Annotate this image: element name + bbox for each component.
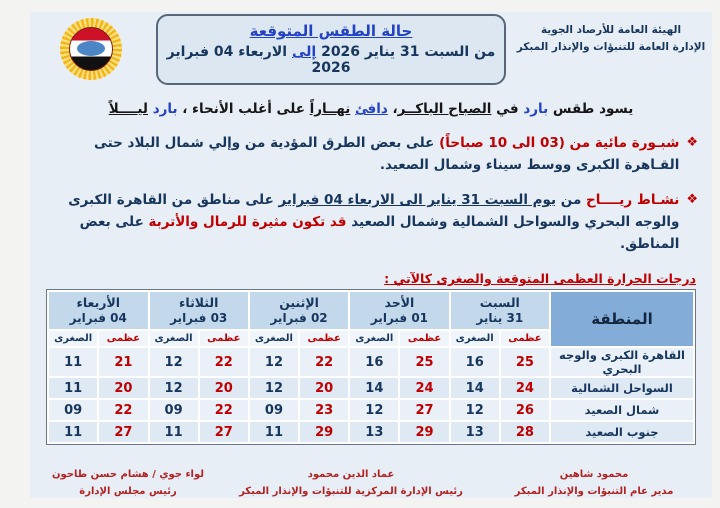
day-name: الأربعاء <box>76 295 121 311</box>
min-temp-cell: 14 <box>450 377 500 399</box>
max-label: عظمى <box>500 330 550 347</box>
min-temp-cell: 12 <box>149 347 199 377</box>
temperature-table <box>47 290 695 444</box>
day-name: السبت <box>479 295 520 311</box>
text-segment: ، <box>387 101 398 117</box>
text-segment: على مناطق من القاهرة الكبرى والوجه البحري والسواحل الشمالية وشمال الصعيد <box>68 192 680 231</box>
min-temp-cell: 16 <box>349 347 399 377</box>
min-label: الصغرى <box>149 330 199 347</box>
max-label: عظمى <box>199 330 249 347</box>
max-temp-cell: 26 <box>500 399 550 421</box>
signature-title: رئيس مجلس الإدارة <box>79 486 177 498</box>
min-temp-cell: 16 <box>450 347 500 377</box>
max-temp-cell: 25 <box>399 347 449 377</box>
title-box <box>156 14 506 85</box>
max-temp-cell: 28 <box>500 421 550 443</box>
region-column-header: المنطقة <box>550 291 694 347</box>
max-temp-cell: 24 <box>500 377 550 399</box>
max-temp-cell: 22 <box>199 399 249 421</box>
min-temp-cell: 12 <box>249 377 299 399</box>
signature-title: رئيس الإدارة المركزية للتنبؤات والإنذار المبكر <box>239 486 463 498</box>
text-segment: نشـاط ريــــاح <box>581 192 680 209</box>
max-label: عظمى <box>98 330 148 347</box>
max-label: عظمى <box>299 330 349 347</box>
min-temp-cell: 11 <box>48 347 98 377</box>
min-label: الصغرى <box>450 330 500 347</box>
table-row <box>48 399 694 421</box>
max-temp-cell: 27 <box>98 421 148 443</box>
max-temp-cell: 20 <box>199 377 249 399</box>
fog-warning-text <box>56 133 679 176</box>
organization-name <box>516 14 706 56</box>
max-temp-cell: 29 <box>399 421 449 443</box>
max-temp-cell: 27 <box>199 421 249 443</box>
max-temp-cell: 29 <box>299 421 349 443</box>
min-temp-cell: 09 <box>149 399 199 421</box>
logo-container <box>36 14 146 80</box>
day-name: الثلاثاء <box>179 295 219 311</box>
signature-block <box>494 466 694 500</box>
diamond-bullet-icon: ❖ <box>686 192 698 208</box>
text-segment: شبـورة مائية من (03 الى 10 صباحاً) <box>439 135 680 152</box>
table-row <box>48 377 694 399</box>
day-name: الأحد <box>384 295 415 311</box>
meteorological-authority-logo-icon <box>60 18 122 80</box>
signature-name: لواء جوي / هشام حسن طاحون <box>51 469 205 481</box>
logo-cloud-shape <box>77 41 105 56</box>
min-temp-cell: 13 <box>450 421 500 443</box>
signature-block <box>236 466 466 500</box>
temperature-table-caption: درجات الحرارة العظمى المتوقعة والصغرى كالآتي : <box>384 271 696 287</box>
text-segment: قد تكون مثيرة للرمال والأتربة <box>148 214 347 231</box>
region-name-cell: جنوب الصعيد <box>550 421 694 443</box>
text-segment: على بعض الطرق المؤدية من وإلي شمال البلاد حتى القـاهرة الكبرى ووسط سيناء وشمال الصعيد. <box>93 135 680 173</box>
text-segment: من <box>556 192 582 209</box>
max-temp-cell: 22 <box>299 347 349 377</box>
wind-warning-paragraph <box>56 190 698 255</box>
text-segment: الاربعاء 04 فبراير 2026 <box>166 44 351 76</box>
region-name-cell: شمال الصعيد <box>550 399 694 421</box>
table-row <box>48 347 694 377</box>
min-temp-cell: 09 <box>48 399 98 421</box>
text-segment: الصباح الباكــر <box>397 101 492 117</box>
signature-footer <box>48 466 694 500</box>
page-title: حالة الطقس المتوقعة <box>249 22 413 40</box>
text-segment: ليــــلاً <box>108 101 148 117</box>
min-temp-cell: 12 <box>249 347 299 377</box>
text-segment: بارد <box>523 101 549 117</box>
max-temp-cell: 22 <box>199 347 249 377</box>
fog-warning-paragraph <box>56 133 698 176</box>
day-header-row <box>48 291 694 330</box>
min-temp-cell: 11 <box>249 421 299 443</box>
wind-warning-text <box>56 190 679 255</box>
signature-name: عماد الدين محمود <box>307 469 395 481</box>
day-date: 03 فبراير <box>170 311 228 326</box>
min-temp-cell: 14 <box>349 377 399 399</box>
signature-block <box>48 466 208 500</box>
day-header <box>349 291 449 330</box>
signature-title: مدير عام التنبؤات والإنذار المبكر <box>514 486 674 498</box>
signature-name: محمود شاهين <box>559 469 629 481</box>
min-label: الصغرى <box>48 330 98 347</box>
max-temp-cell: 23 <box>299 399 349 421</box>
max-temp-cell: 22 <box>98 399 148 421</box>
day-header <box>249 291 349 330</box>
max-label: عظمى <box>399 330 449 347</box>
max-temp-cell: 24 <box>399 377 449 399</box>
table-row <box>48 421 694 443</box>
min-temp-cell: 12 <box>450 399 500 421</box>
min-temp-cell: 11 <box>48 377 98 399</box>
weather-summary-paragraph <box>60 99 682 119</box>
bulletin-page <box>30 12 712 498</box>
org-line2: الإدارة العامة للتنبؤات والإنذار المبكر <box>516 40 706 53</box>
min-label: الصغرى <box>249 330 299 347</box>
text-segment: يسود طقس <box>548 101 634 117</box>
temperature-table-head <box>48 291 694 347</box>
text-segment: يوم السبت 31 يناير الى الاربعاء 04 فبراير <box>278 192 557 209</box>
region-name-cell: القاهرة الكبرى والوجه البحري <box>550 347 694 377</box>
org-line1: الهيئة العامة للأرصاد الجوية <box>540 24 682 36</box>
text-segment: نهــاراً <box>309 101 351 117</box>
logo-flag-disc <box>69 27 113 71</box>
max-temp-cell: 20 <box>98 377 148 399</box>
day-header <box>450 291 550 330</box>
text-segment: بارد <box>152 101 178 117</box>
day-header <box>149 291 249 330</box>
text-segment: في <box>491 101 524 117</box>
min-temp-cell: 12 <box>349 399 399 421</box>
max-temp-cell: 20 <box>299 377 349 399</box>
text-segment: من السبت 31 يناير 2026 <box>316 44 496 60</box>
day-header <box>48 291 149 330</box>
region-name-cell: السواحل الشمالية <box>550 377 694 399</box>
day-date: 04 فبراير <box>69 311 127 326</box>
min-temp-cell: 12 <box>149 377 199 399</box>
text-segment: على أغلب الأنحاء ، <box>177 101 310 117</box>
min-label: الصغرى <box>349 330 399 347</box>
temperature-table-body <box>48 347 694 443</box>
text-segment: إلى <box>291 44 317 60</box>
day-date: 01 فبراير <box>370 311 429 326</box>
max-temp-cell: 21 <box>98 347 148 377</box>
text-segment: دافئ <box>355 101 388 117</box>
min-temp-cell: 11 <box>149 421 199 443</box>
text-segment: على بعض المناطق. <box>79 214 680 252</box>
max-temp-cell: 25 <box>500 347 550 377</box>
min-temp-cell: 09 <box>249 399 299 421</box>
min-temp-cell: 13 <box>349 421 399 443</box>
day-name: الإثنين <box>279 295 319 311</box>
header <box>30 12 712 85</box>
diamond-bullet-icon: ❖ <box>686 135 698 151</box>
date-range <box>166 44 496 76</box>
day-date: 02 فبراير <box>270 311 328 326</box>
day-date: 31 يناير <box>476 311 524 326</box>
min-temp-cell: 11 <box>48 421 98 443</box>
max-temp-cell: 27 <box>399 399 449 421</box>
